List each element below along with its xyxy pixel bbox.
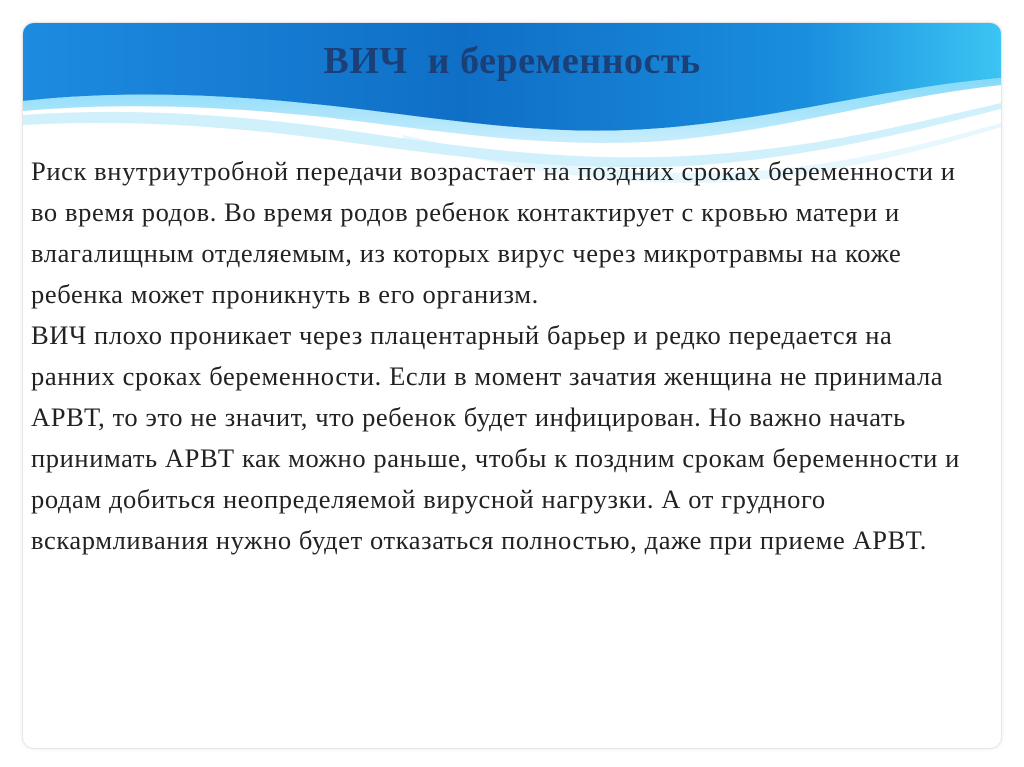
slide-body [31,151,961,561]
body-paragraph: Риск внутриутробной передачи возрастает на поздних сроках беременности и во время родов. Во время родов ребенок контактирует с кровью матери и влагалищным отделяемым, из которых вирус через микротравмы на коже ребенка может проникнуть в его организм. [31,156,956,309]
body-paragraph: ВИЧ плохо проникает через плацентарный барьер и редко передается на ранних сроках беременности. Если в момент зачатия женщина не принимала АРВТ, то это не значит, что ребенок будет инфицирован. Но важно начать принимать АРВТ как можно раньше, чтобы к поздним срокам беременности и родам добиться неопределяемой вирусной нагрузки. А от грудного вскармливания нужно будет отказаться полностью, даже при приеме АРВТ. [31,320,960,555]
slide-title: ВИЧ и беременность [323,40,701,82]
slide-frame [22,22,1002,749]
